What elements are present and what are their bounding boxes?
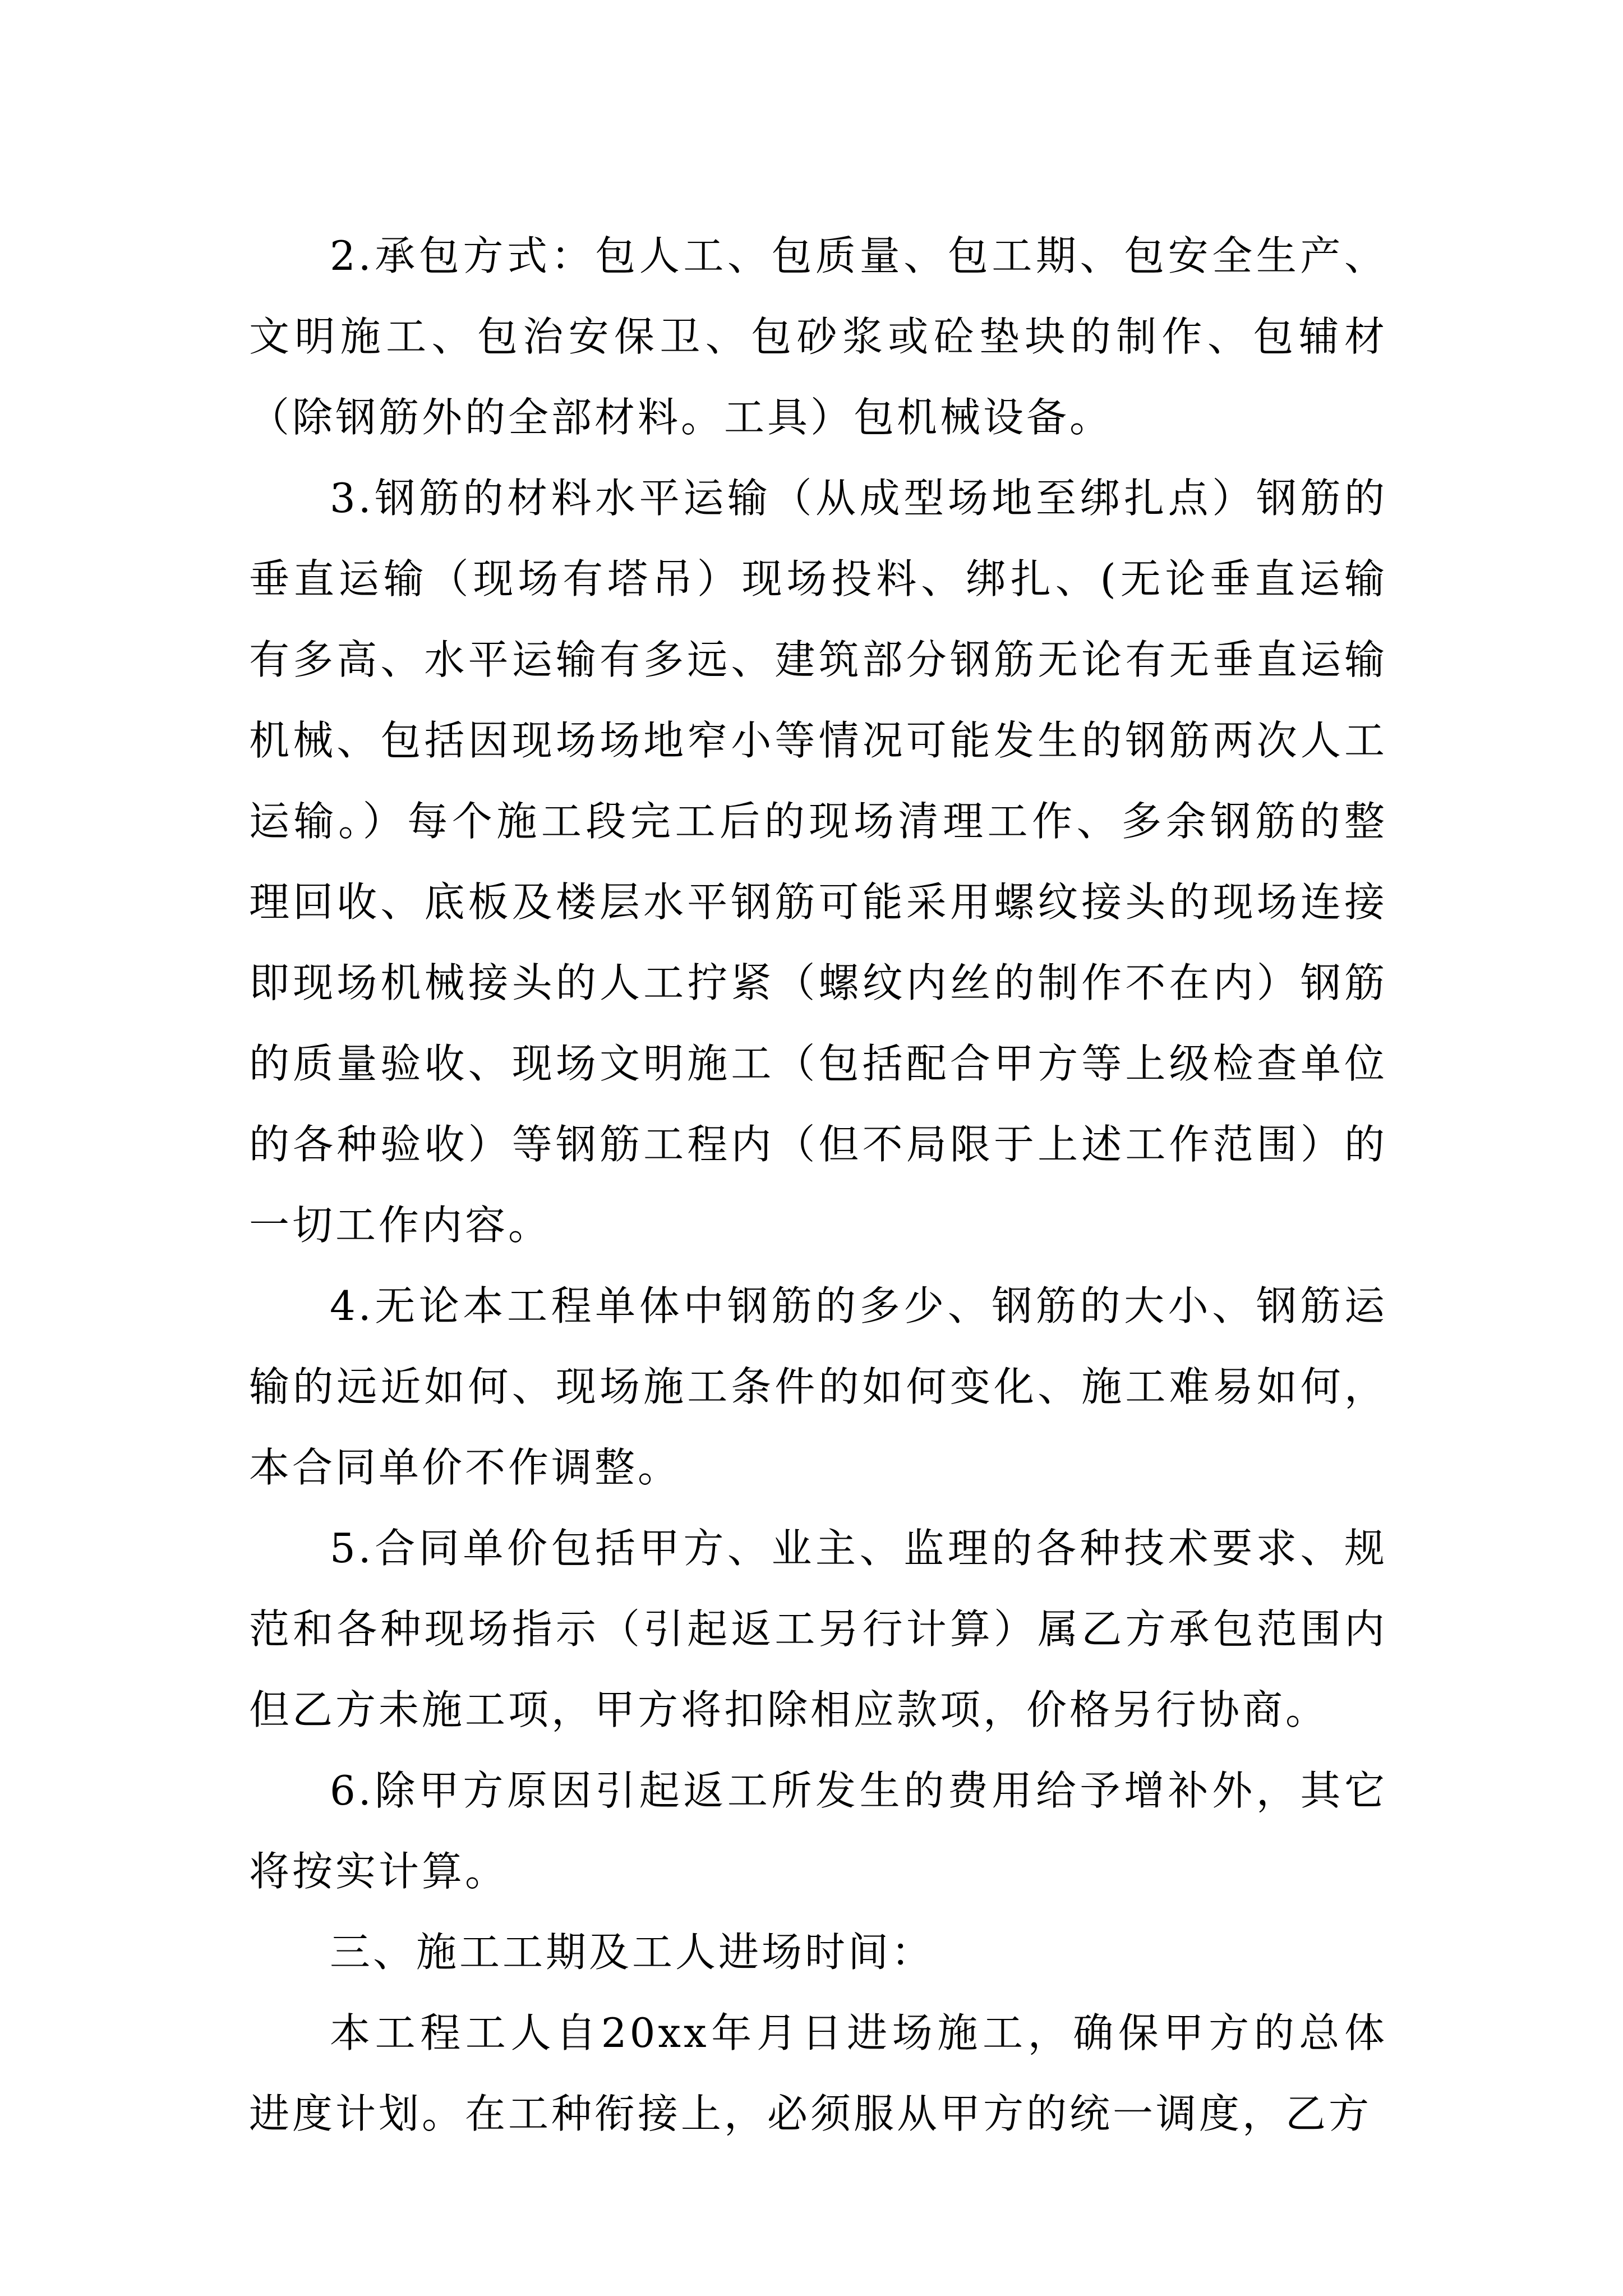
document-body [249,215,1387,2154]
paragraph-unit-price-fixed: 4.无论本工程单体中钢筋的多少、钢筋的大小、钢筋运输的远近如何、现场施工条件的如何变化、施工难易如何，本合同单价不作调整。 [249,1282,1387,1491]
paragraph-contract-mode: 2.承包方式：包人工、包质量、包工期、包安全生产、文明施工、包治安保卫、包砂浆或砼垫块的制作、包辅材（除钢筋外的全部材料。工具）包机械设备。 [249,232,1387,441]
paragraph-schedule: 本工程工人自20xx年月日进场施工，确保甲方的总体进度计划。在工种衔接上，必须服从甲方的统一调度，乙方 [249,2009,1387,2137]
paragraph-rework-costs: 6.除甲方原因引起返工所发生的费用给予增补外，其它将按实计算。 [249,1767,1387,1895]
section-heading-schedule: 三、施工工期及工人进场时间： [330,1929,935,1976]
paragraph-price-inclusions: 5.合同单价包括甲方、业主、监理的各种技术要求、规范和各种现场指示（引起返工另行计算）属乙方承包范围内但乙方未施工项，甲方将扣除相应款项，价格另行协商。 [249,1525,1387,1733]
paragraph-rebar-transport-scope: 3.钢筋的材料水平运输（从成型场地至绑扎点）钢筋的垂直运输（现场有塔吊）现场投料、绑扎、(无论垂直运输有多高、水平运输有多远、建筑部分钢筋无论有无垂直运输机械、包括因现场场地窄小等情况可能发生的钢筋两次人工运输。）每个施工段完工后的现场清理工作、多余钢筋的整理回收、底板及楼层水平钢筋可能采用螺纹接头的现场连接即现场机械接头的人工拧紧（螺纹内丝的制作不在内）钢筋的质量验收、现场文明施工（包括配合甲方等上级检查单位的各种验收）等钢筋工程内（但不局限于上述工作范围）的一切工作内容。 [249,475,1387,1249]
